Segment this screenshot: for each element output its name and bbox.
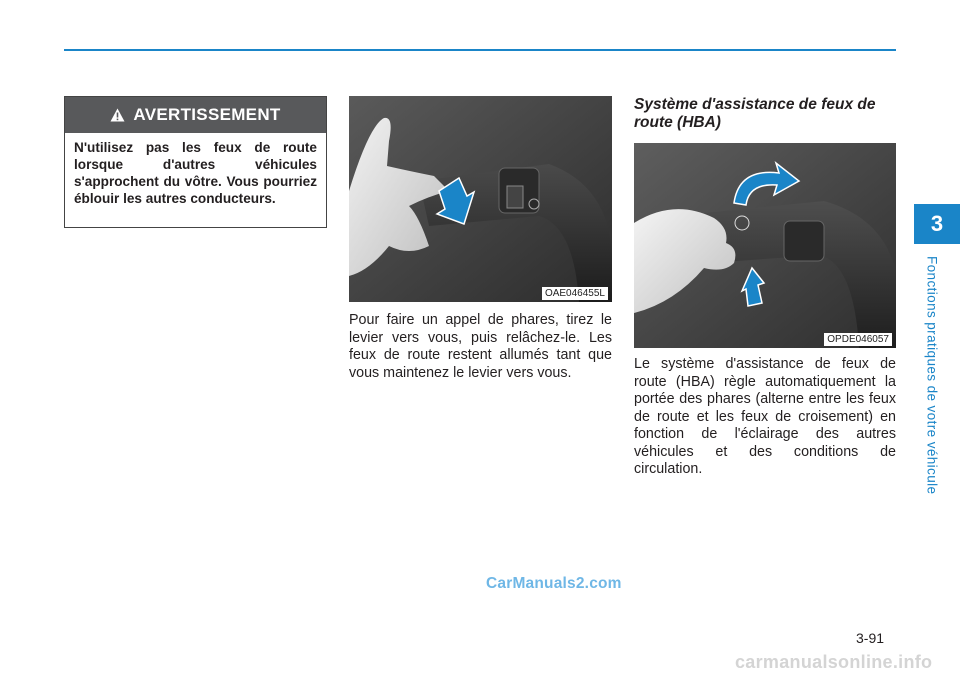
warning-triangle-icon	[110, 108, 125, 122]
figure-headlight-flash	[349, 96, 612, 302]
warning-box	[64, 96, 327, 228]
watermark-link[interactable]: CarManuals2.com	[486, 575, 622, 592]
paragraph-hba: Le système d'assistance de feux de route (HBA) règle automatiquement la portée des phares (alterne entre les feux de route et les feux de croisement) en fonction de l'éclairage des autres véhicules et des conditions de circulation.	[634, 356, 896, 477]
warning-text: N'utilisez pas les feux de route lorsque d'autres véhicules s'approchent du vôtre. Vous pourriez éblouir les autres conducteurs.	[74, 140, 317, 206]
chapter-side-title: Fonctions pratiques de votre véhicule	[924, 256, 940, 495]
warning-header	[65, 97, 326, 133]
footer-watermark: carmanualsonline.info	[735, 652, 933, 672]
lever-illustration	[349, 96, 612, 302]
figure-code: OAE046455L	[542, 287, 608, 300]
figure-code: OPDE046057	[824, 333, 892, 346]
figure-hba	[634, 143, 896, 348]
paragraph-flash: Pour faire un appel de phares, tirez le levier vers vous, puis relâchez-le. Les feux de route restent allumés tant que vous maintenez le levier vers vous.	[349, 312, 612, 381]
warning-title: AVERTISSEMENT	[133, 105, 281, 124]
hba-lever-illustration	[634, 143, 896, 348]
page-number: 3-91	[856, 630, 885, 646]
section-heading-hba: Système d'assistance de feux de route (HBA)	[634, 96, 876, 131]
top-rule	[64, 49, 896, 51]
chapter-number: 3	[930, 211, 944, 236]
chapter-tab	[914, 204, 960, 244]
